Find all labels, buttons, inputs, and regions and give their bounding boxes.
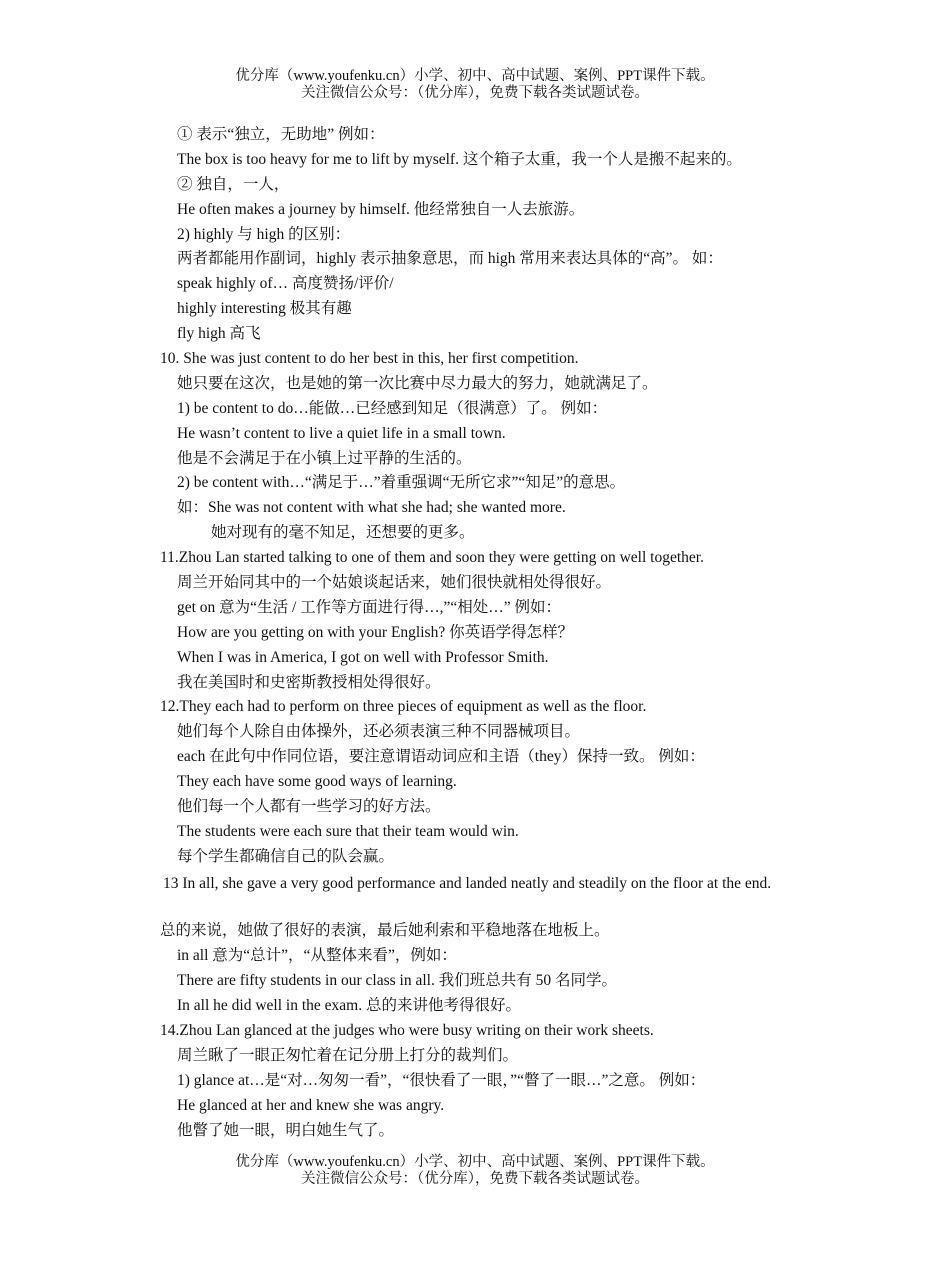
text-line: 两者都能用作副词，highly 表示抽象意思，而 high 常用来表达具体的“高”。 如：: [177, 250, 723, 267]
sentence-heading: 12.They each had to perform on three pieces of equipment as well as the floor.: [160, 698, 647, 715]
text-line: 周兰瞅了一眼正匆忙着在记分册上打分的裁判们。: [177, 1047, 519, 1064]
text-line: There are fifty students in our class in all. 我们班总共有 50 名同学。: [177, 972, 617, 989]
text-line: He wasn’t content to live a quiet life in a small town.: [177, 425, 506, 442]
sentence-heading: 11.Zhou Lan started talking to one of them and soon they were getting on well together.: [160, 549, 704, 566]
text-line: speak highly of… 高度赞扬/评价/: [177, 275, 394, 292]
text-line: in all 意为“总计”，“从整体来看”，例如：: [177, 947, 457, 964]
text-line: 我在美国时和史密斯教授相处得很好。: [177, 674, 441, 691]
sentence-heading: 10. She was just content to do her best in this, her first competition.: [160, 350, 579, 367]
text-line: They each have some good ways of learning.: [177, 773, 457, 790]
text-line: 她只要在这次，也是她的第一次比赛中尽力最大的努力，她就满足了。: [177, 375, 658, 392]
text-line: He glanced at her and knew she was angry.: [177, 1097, 445, 1114]
text-line: get on 意为“生活 / 工作等方面进行得…,”“相处…” 例如：: [177, 599, 562, 616]
text-line: fly high 高飞: [177, 325, 261, 342]
header-line-1: 优分库（www.youfenku.cn）小学、初中、高中试题、案例、PPT课件下载。: [235, 68, 715, 84]
text-line: In all he did well in the exam. 总的来讲他考得很好。: [177, 997, 521, 1014]
text-line: 周兰开始同其中的一个姑娘谈起话来，她们很快就相处得很好。: [177, 574, 612, 591]
footer-line-1: 优分库（www.youfenku.cn）小学、初中、高中试题、案例、PPT课件下载。: [235, 1154, 715, 1170]
text-line: each 在此句中作同位语，要注意谓语动词应和主语（they）保持一致。 例如：: [177, 748, 705, 765]
text-line: 她们每个人除自由体操外，还必须表演三种不同器械项目。: [177, 723, 581, 740]
text-line: 2) be content with…“满足于…”着重强调“无所它求”“知足”的意思。: [177, 474, 626, 491]
text-line: highly interesting 极其有趣: [177, 300, 352, 317]
text-line: 她对现有的毫不知足，还想要的更多。: [211, 524, 475, 541]
text-line: He often makes a journey by himself. 他经常独自一人去旅游。: [177, 201, 585, 218]
text-line: 他是不会满足于在小镇上过平静的生活的。: [177, 450, 472, 467]
footer-line-2: 关注微信公众号：（优分库），免费下载各类试题试卷。: [301, 1171, 649, 1187]
sentence-heading: 13 In all, she gave a very good performance and landed neatly and steadily on the floor at the end.: [163, 875, 772, 892]
text-line: 1) glance at…是“对…匆匆一看”，“很快看了一眼，”“瞥了一眼…”之意。 例如：: [177, 1072, 706, 1089]
text-line: How are you getting on with your English? 你英语学得怎样？: [177, 624, 574, 641]
text-line: When I was in America, I got on well with Professor Smith.: [177, 649, 549, 666]
text-line: 每个学生都确信自己的队会赢。: [177, 848, 395, 865]
text-line: The box is too heavy for me to lift by myself. 这个箱子太重，我一个人是搬不起来的。: [177, 151, 742, 168]
text-line: 他们每一个人都有一些学习的好方法。: [177, 798, 441, 815]
text-line: 他瞥了她一眼，明白她生气了。: [177, 1122, 395, 1139]
text-line: The students were each sure that their team would win.: [177, 823, 519, 840]
text-line: 如：She was not content with what she had; she wanted more.: [177, 499, 566, 516]
text-line: ① 表示“独立，无助地” 例如：: [177, 126, 385, 143]
header-line-2: 关注微信公众号：（优分库），免费下载各类试题试卷。: [301, 85, 649, 101]
page-header: [0, 68, 950, 102]
text-line: 1) be content to do…能做…已经感到知足（很满意）了。 例如：: [177, 400, 608, 417]
text-line: ② 独自，一人，: [177, 176, 290, 193]
text-line: 2) highly 与 high 的区别：: [177, 226, 351, 243]
page-footer: [0, 1154, 950, 1188]
text-line: 总的来说，她做了很好的表演，最后她利索和平稳地落在地板上。: [160, 922, 610, 939]
sentence-heading: 14.Zhou Lan glanced at the judges who were busy writing on their work sheets.: [160, 1022, 654, 1039]
